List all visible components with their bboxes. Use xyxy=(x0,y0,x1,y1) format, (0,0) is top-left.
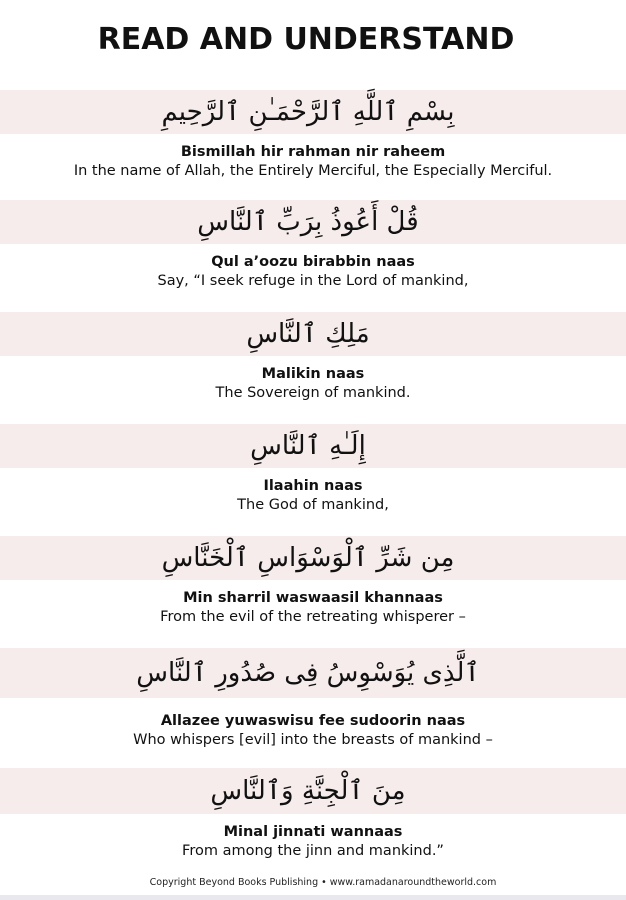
transliteration: Malikin naas xyxy=(261,366,365,382)
translation: Who whispers [evil] into the breasts of mankind – xyxy=(133,732,493,748)
arabic-band xyxy=(0,424,626,468)
arabic-band xyxy=(0,312,626,356)
arabic-band xyxy=(0,200,626,244)
arabic-band xyxy=(0,648,626,698)
translation: The Sovereign of mankind. xyxy=(215,385,411,401)
arabic-text: بِسْمِ ٱللَّهِ ٱلرَّحْمَـٰنِ ٱلرَّحِيمِ xyxy=(161,97,455,127)
verse-2 xyxy=(0,200,626,291)
translation: From among the jinn and mankind.” xyxy=(182,843,444,859)
transliteration: Qul a’oozu birabbin naas xyxy=(211,254,415,270)
arabic-text: مِنَ ٱلْجِنَّةِ وَٱلنَّاسِ xyxy=(210,776,406,806)
arabic-text: مِن شَرِّ ٱلْوَسْوَاسِ ٱلْخَنَّاسِ xyxy=(161,543,455,573)
translation: In the name of Allah, the Entirely Merciful, the Especially Merciful. xyxy=(73,163,553,179)
verse-7 xyxy=(0,768,626,861)
transliteration: Minal jinnati wannaas xyxy=(223,824,403,840)
arabic-band xyxy=(0,90,626,134)
translation: Say, “I seek refuge in the Lord of mankind, xyxy=(157,273,469,289)
verse-5 xyxy=(0,536,626,627)
verse-6 xyxy=(0,648,626,750)
arabic-band xyxy=(0,768,626,814)
arabic-band xyxy=(0,536,626,580)
translation: From the evil of the retreating whisperer – xyxy=(160,609,466,625)
arabic-text: مَلِكِ ٱلنَّاسِ xyxy=(246,319,370,349)
transliteration: Allazee yuwaswisu fee sudoorin naas xyxy=(160,713,466,729)
arabic-text: إِلَـٰهِ ٱلنَّاسِ xyxy=(250,431,366,461)
arabic-text: ٱلَّذِى يُوَسْوِسُ فِى صُدُورِ ٱلنَّاسِ xyxy=(136,658,480,688)
transliteration: Ilaahin naas xyxy=(263,478,363,494)
verse-3 xyxy=(0,312,626,403)
arabic-text: قُلْ أَعُوذُ بِرَبِّ ٱلنَّاسِ xyxy=(197,207,419,237)
transliteration: Bismillah hir rahman nir raheem xyxy=(180,144,446,160)
verse-1 xyxy=(0,90,626,181)
translation: The God of mankind, xyxy=(237,497,389,513)
page-title: READ AND UNDERSTAND xyxy=(97,22,515,57)
copyright-footer: Copyright Beyond Books Publishing • www.ramadanaroundtheworld.com xyxy=(149,877,497,888)
bottom-divider xyxy=(0,895,626,900)
verse-4 xyxy=(0,424,626,515)
transliteration: Min sharril waswaasil khannaas xyxy=(183,590,443,606)
